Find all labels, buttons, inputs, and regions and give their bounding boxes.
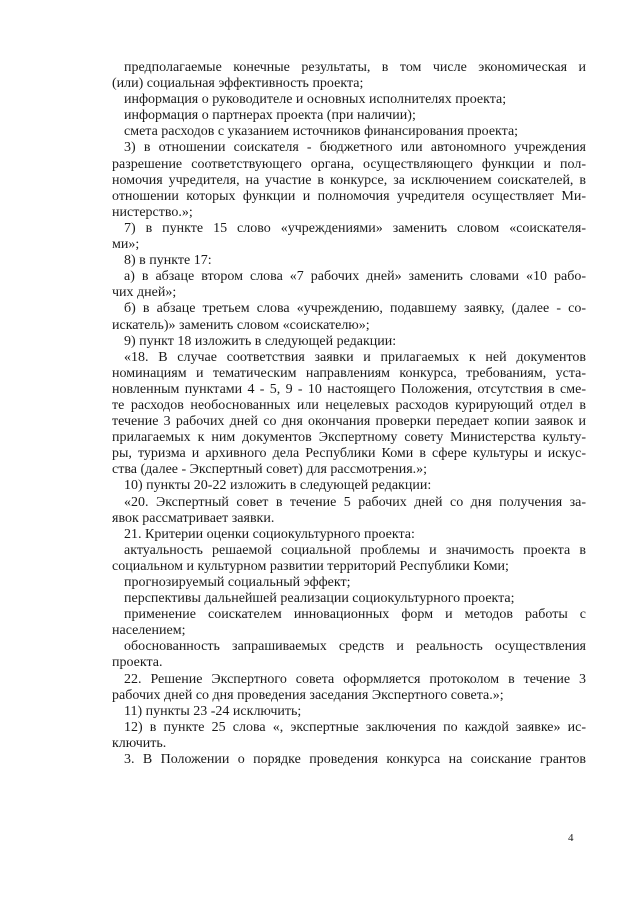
text-line: прилагаемых к ним документов Экспертному совету Министерства культу- (112, 430, 586, 446)
text-line: 7) в пункте 15 слово «учреждениями» заменить словом «соискателя- (124, 220, 586, 236)
text-line: нистерство.»; (112, 204, 193, 220)
text-line: применение соискателем инновационных форм и методов работы с (124, 607, 586, 623)
text-line: ми»; (112, 237, 140, 253)
text-line: обоснованность запрашиваемых средств и реальность осуществления (124, 639, 586, 655)
text-line: 21. Критерии оценки социокультурного проекта: (124, 526, 415, 542)
text-line: 8) в пункте 17: (124, 253, 212, 269)
page-number: 4 (568, 832, 574, 844)
text-line: номочия учредителя, на участие в конкурсе, за исключением соискателей, в (112, 172, 586, 188)
text-line: предполагаемые конечные результаты, в том числе экономическая и (124, 60, 586, 75)
text-line: смета расходов с указанием источников финансирования проекта; (124, 124, 519, 140)
text-line: 3) в отношении соискателя - бюджетного или автономного учреждения (124, 140, 586, 156)
text-line: социальном и культурном развитии территорий Республики Коми; (112, 558, 509, 574)
text-line: а) в абзаце втором слова «7 рабочих дней» заменить словами «10 рабо- (124, 269, 586, 285)
text-line: прогнозируемый социальный эффект; (124, 575, 351, 590)
text-line: явок рассматривает заявки. (112, 510, 275, 526)
text-line: населением; (112, 623, 186, 639)
text-line: искатель)» заменить словом «соискателю»; (112, 317, 370, 333)
text-line: 11) пункты 23 -24 исключить; (124, 703, 302, 719)
text-line: 3. В Положении о порядке проведения конкурса на соискание грантов (124, 752, 586, 768)
text-line: рабочих дней со дня проведения заседания Экспертного совета.»; (112, 687, 504, 703)
text-line: течение 3 рабочих дней со дня окончания проверки передает копии заявок и (112, 414, 586, 430)
text-line: ства (далее - Экспертный совет) для рассмотрения.»; (112, 462, 428, 478)
text-line: новленным пунктами 4 - 5, 9 - 10 настоящего Положения, отсутствия в сме- (112, 381, 586, 397)
text-line: те расходов необоснованных или нецелевых расходов курирующий отдел в (112, 397, 586, 413)
text-line: разрешение соответствующего органа, осуществляющего функции и пол- (112, 156, 586, 172)
text-line: «20. Экспертный совет в течение 5 рабочих дней со дня получения за- (124, 494, 586, 510)
text-line: информация о руководителе и основных исполнителях проекта; (124, 92, 507, 108)
text-line: б) в абзаце третьем слова «учреждению, подавшему заявку, (далее - со- (124, 301, 586, 317)
text-line: «18. В случае соответствия заявки и прилагаемых к ней документов (124, 349, 586, 365)
text-line: проекта. (112, 655, 163, 671)
text-line: (или) социальная эффективность проекта; (112, 76, 364, 92)
text-line: отношении которых функции и полномочия учредителя осуществляет Ми- (112, 188, 586, 204)
text-line: 10) пункты 20-22 изложить в следующей редакции: (124, 478, 432, 494)
text-line: перспективы дальнейшей реализации социокультурного проекта; (124, 591, 515, 607)
text-line: номинациям и тематическим направлениям конкурса, требованиям, уста- (112, 365, 586, 381)
text-line: ключить. (112, 735, 167, 751)
text-line: 22. Решение Экспертного совета оформляется протоколом в течение 3 (124, 671, 586, 687)
text-line: актуальность решаемой социальной проблемы и значимость проекта в (124, 542, 586, 558)
document-body (112, 60, 586, 768)
text-line: информация о партнерах проекта (при наличии); (124, 108, 416, 124)
text-line: чих дней»; (112, 285, 177, 301)
text-line: ры, туризма и архивного дела Республики Коми в сфере культуры и искус- (112, 446, 586, 462)
text-line: 9) пункт 18 изложить в следующей редакции: (124, 333, 397, 349)
text-line: 12) в пункте 25 слова «, экспертные заключения по каждой заявке» ис- (124, 719, 586, 735)
